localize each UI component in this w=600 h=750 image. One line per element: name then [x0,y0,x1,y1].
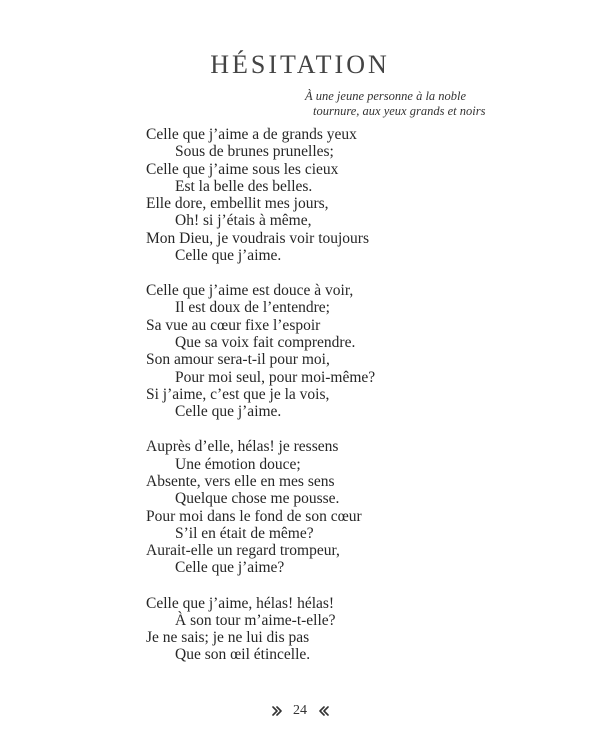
verse-line: Son amour sera-t-il pour moi, [146,351,330,369]
verse-line: Absente, vers elle en mes sens [146,472,335,490]
verse-line: Une émotion douce; [175,455,301,473]
verse-line: Si j’aime, c’est que je la vois, [146,385,330,403]
verse-line: Pour moi dans le fond de son cœur [146,507,362,525]
dedication [305,89,525,119]
dedication-line: À une jeune personne à la noble [305,89,467,103]
stanza-3 [146,438,476,576]
verse-line: Sa vue au cœur fixe l’espoir [146,316,321,334]
verse-line: Celle que j’aime est douce à voir, [146,282,354,300]
verse-line: À son tour m’aime-t-elle? [175,611,336,629]
verse-line: Que sa voix fait comprendre. [175,334,356,352]
verse-line: Celle que j’aime a de grands yeux [146,126,357,143]
verse-line: S’il en était de même? [175,524,314,542]
right-arrow-ornament-icon [272,706,284,716]
verse-line: Pour moi seul, pour moi-même? [175,368,376,386]
dedication-line: tournure, aux yeux grands et noirs [313,104,486,118]
stanza-4 [146,595,476,664]
page-number: 24 [293,703,307,718]
stanza-2 [146,282,476,420]
left-arrow-ornament-icon [317,706,329,716]
page-footer [0,702,600,720]
verse-line: Il est doux de l’entendre; [175,299,330,317]
verse-line: Que son œil étincelle. [175,646,311,664]
verse-line: Est la belle des belles. [175,177,313,195]
verse-line: Aurait-elle un regard trompeur, [146,542,340,560]
verse-line: Sous de brunes prunelles; [175,143,334,161]
verse-line: Celle que j’aime sous les cieux [146,160,339,178]
poem-body [146,126,476,682]
verse-line: Celle que j’aime, hélas! hélas! [146,594,335,612]
verse-line: Celle que j’aime. [175,247,282,265]
verse-line: Elle dore, embellit mes jours, [146,195,329,213]
verse-line: Je ne sais; je ne lui dis pas [146,629,310,647]
verse-line: Celle que j’aime. [175,403,282,421]
stanza-1 [146,126,476,264]
verse-line: Auprès d’elle, hélas! je ressens [146,438,339,456]
page-title: HÉSITATION [210,50,390,79]
verse-line: Celle que j’aime? [175,559,285,577]
verse-line: Quelque chose me pousse. [175,490,340,508]
verse-line: Oh! si j’étais à même, [175,212,312,230]
verse-line: Mon Dieu, je voudrais voir toujours [146,229,370,247]
